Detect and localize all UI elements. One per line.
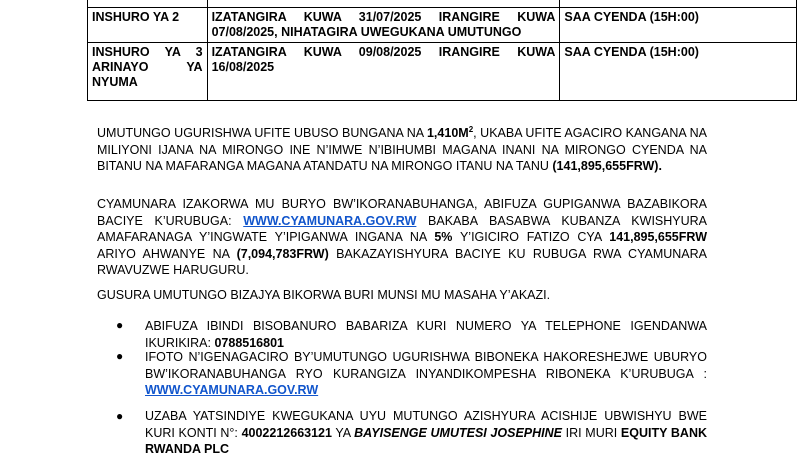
cyamunara-link[interactable]: WWW.CYAMUNARA.GOV.RW xyxy=(145,383,319,397)
text: IRI MURI xyxy=(561,425,621,440)
photo-bullet xyxy=(145,349,707,399)
visit-paragraph: GUSURA UMUTUNGO BIZAJYA BIKORWA BURI MUNSI MU MASAHA Y’AKAZI. xyxy=(97,288,551,302)
cyamunara-link[interactable]: WWW.CYAMUNARA.GOV.RW xyxy=(243,213,417,228)
percent-value: 5% xyxy=(434,230,453,244)
base-price: 141,895,655FRW xyxy=(609,230,707,244)
property-paragraph xyxy=(97,122,707,175)
auction-paragraph xyxy=(97,196,707,279)
text: BAKABA BASABWA KUBANZA KWISHYURA AMAFARANAGA Y’INGWATE Y’IPIGANWA INGANA NA xyxy=(97,213,708,244)
text: YA xyxy=(331,425,355,440)
area-value xyxy=(427,126,473,140)
text: , UKABA UFITE AGACIRO KANGANA NA MILIYONI IJANA NA MIRONGO INE N’IMWE N’IBIHUMBI MAGANA INANI NA MIRONGO CYENDA NA BITANU NA MAFARANGA MAGANA ATANDATU NA MIRONGO ITANU NA TANU xyxy=(97,126,707,174)
time-cell: SAA CYENDA (15H:00) xyxy=(560,42,797,100)
deposit-value: (7,094,783FRW) xyxy=(236,246,329,261)
area-number: 1,410M xyxy=(426,126,469,141)
phone-number: 0788516801 xyxy=(214,335,284,350)
text: UMUTUNGO UGURISHWA UFITE UBUSO BUNGANA NA xyxy=(97,126,427,141)
table-row xyxy=(88,7,797,42)
bank-name: EQUITY BANK RWANDA PLC xyxy=(145,425,708,456)
account-number: 4002212663121 xyxy=(241,425,332,440)
superscript: 2 xyxy=(468,125,474,134)
account-holder: BAYISENGE UMUTESI JOSEPHINE xyxy=(354,425,562,440)
phase-cell: INSHURO YA 3 ARINAYO YA NYUMA xyxy=(88,42,208,100)
text: Y’IGICIRO FATIZO CYA xyxy=(452,230,610,244)
table-cell xyxy=(207,0,560,7)
property-value: (141,895,655FRW). xyxy=(552,159,662,174)
bullet-icon: ● xyxy=(116,349,124,363)
bullet-icon: ● xyxy=(116,318,124,332)
text: UZABA YATSINDIYE KWEGUKANA UYU MUTUNGO AZISHYURA ACISHIJE UBWISHYU BWE KURI KONTI N°: xyxy=(145,409,707,440)
table-row xyxy=(88,0,797,7)
period-cell: IZATANGIRA KUWA 09/08/2025 IRANGIRE KUWA 16/08/2025 xyxy=(207,42,560,100)
text: ARIYO AHWANYE NA xyxy=(97,246,237,261)
text: ABIFUZA IBINDI BISOBANURO BABARIZA KURI NUMERO YA TELEPHONE IGENDANWA IKURIKIRA: xyxy=(145,319,707,350)
phase-cell: INSHURO YA 2 xyxy=(88,7,208,42)
bullet-icon: ● xyxy=(116,409,124,423)
auction-schedule-table xyxy=(87,0,797,101)
text: BAKAZAYISHYURA BACIYE KU RUBUGA RWA CYAMUNARA RWAVUZWE HARUGURU. xyxy=(97,246,707,277)
text: CYAMUNARA IZAKORWA MU BURYO BW’IKORANABUHANGA, ABIFUZA GUPIGANWA BAZABIKORA BACIYE K’URUBUGA: xyxy=(97,197,707,228)
contact-bullet xyxy=(145,318,707,351)
table-row xyxy=(88,42,797,100)
table-cell xyxy=(560,0,797,7)
table-cell xyxy=(88,0,208,7)
period-cell: IZATANGIRA KUWA 31/07/2025 IRANGIRE KUWA 07/08/2025, NIHATAGIRA UWEGUKANA UMUTUNGO xyxy=(207,7,560,42)
text: IFOTO N’IGENAGACIRO BY’UMUTUNGO UGURISHWA BIBONEKA HAKORESHEJWE UBURYO BW’IKORANABUHANGA RYO KURANGIZA INYANDIKOMPESHA RIBONEKA K’URUBUGA : xyxy=(145,350,707,381)
time-cell: SAA CYENDA (15H:00) xyxy=(560,7,797,42)
payment-bullet xyxy=(145,408,707,458)
